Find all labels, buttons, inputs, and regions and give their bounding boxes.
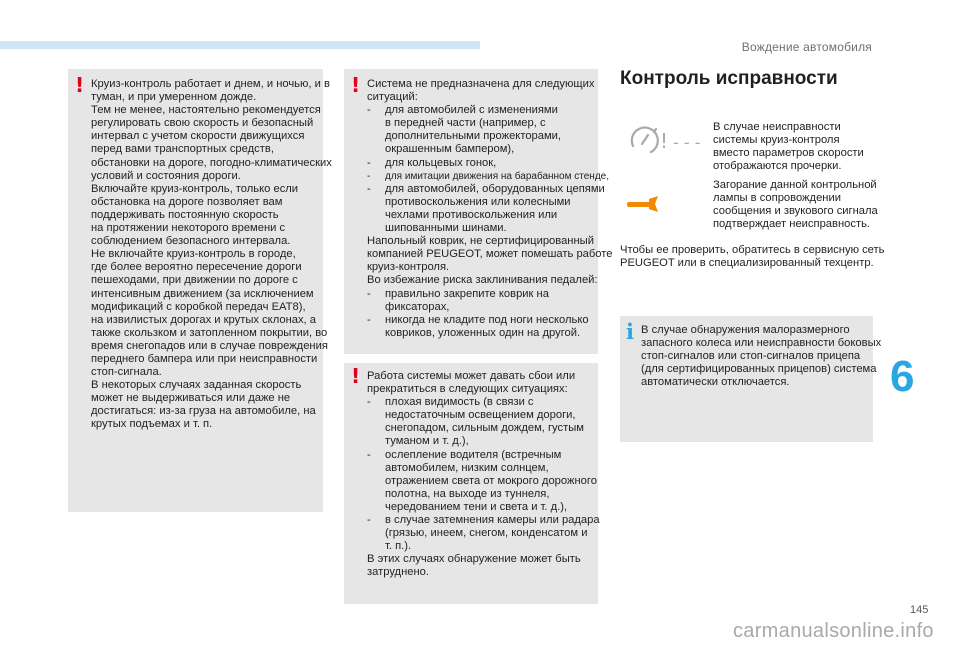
- bullet-line: [367, 314, 595, 327]
- text-line: [367, 78, 595, 91]
- line-text: для автомобилей с изменениями: [385, 104, 558, 117]
- warning-icon: !: [351, 364, 361, 388]
- line-text: правильно закрепите коврик на: [385, 287, 549, 300]
- text-line: [367, 91, 595, 104]
- text-line: Чтобы ее проверить, обратитесь в сервисную сеть: [620, 244, 885, 256]
- line-text: в передней части (например, с: [385, 117, 546, 130]
- line-text: ситуаций:: [367, 91, 418, 104]
- line-text: для имитации движения на барабанном стенде,: [385, 170, 609, 182]
- cruise-control-fault-display-icon: [627, 120, 707, 164]
- bullet-dash: -: [367, 514, 371, 527]
- page-number: 145: [910, 604, 929, 616]
- svg-text:!: !: [660, 129, 669, 153]
- text-line: [367, 475, 595, 488]
- chapter-number: 6: [890, 352, 915, 401]
- bullet-line: [367, 157, 595, 170]
- text-line: [367, 222, 595, 235]
- line-text: Система не предназначена для следующих: [367, 78, 595, 90]
- line-text: никогда не кладите под ноги несколько: [385, 313, 589, 326]
- bullet-line: [367, 288, 595, 301]
- bullet-line: [367, 104, 595, 117]
- line-text: окрашенным бампером),: [385, 143, 515, 156]
- text-line: стоп-сигналов или стоп-сигналов прицепа: [641, 350, 861, 363]
- bullet-dash: -: [367, 313, 371, 326]
- bullet-dash: -: [367, 104, 371, 117]
- left-warning-text: [91, 78, 332, 432]
- line-text: недостаточным освещением дороги,: [385, 409, 576, 422]
- line-text: туманом и т. д.),: [385, 435, 469, 448]
- bullet-dash: -: [367, 287, 371, 300]
- line-text: шипованными шинами.: [385, 222, 507, 235]
- text-line: [367, 327, 595, 340]
- text-line: [367, 553, 595, 566]
- bullet-line: [367, 396, 595, 409]
- section-header-title: Вождение автомобиля: [741, 40, 872, 54]
- text-line: также скользком и затопленном покрытии, во: [91, 326, 328, 339]
- text-line: обстановка на дороге позволяет вам: [91, 195, 283, 208]
- text-line: автоматически отключается.: [641, 376, 790, 389]
- text-line: пешеходами, при движении по дороге с: [91, 274, 298, 287]
- text-line: [367, 540, 595, 553]
- text-line: В случае обнаружения малоразмерного: [641, 324, 850, 336]
- line-text: чехлами противоскольжения или: [385, 208, 558, 221]
- text-line: [367, 370, 595, 383]
- bullet-dash: -: [367, 182, 371, 195]
- text-line: [367, 422, 595, 435]
- text-line: обстановки на дороге, погодно-климатических: [91, 156, 332, 169]
- text-line: [367, 117, 595, 130]
- text-line: [367, 501, 595, 514]
- text-line: регулировать свою скорость и безопасный: [91, 117, 314, 130]
- warning-icon: !: [351, 73, 361, 97]
- service-advice-text: [620, 244, 885, 270]
- text-line: может не выдерживаться или даже не: [91, 392, 291, 405]
- text-line: [367, 274, 598, 287]
- text-line: [367, 209, 595, 222]
- text-line: [367, 409, 595, 422]
- wrench-warning-icon: [625, 193, 661, 215]
- bullet-line: [367, 170, 609, 183]
- left-warning-panel: [68, 69, 332, 512]
- text-line: перед вами транспортных средств,: [91, 143, 274, 156]
- line-text: для кольцевых гонок,: [385, 156, 497, 169]
- line-text: затруднено.: [367, 566, 429, 579]
- display-dashes: - - -: [673, 133, 701, 152]
- text-line: [367, 196, 595, 209]
- line-text: ослепление водителя (встречным: [385, 448, 562, 461]
- text-line: переднего бампера или при неисправности: [91, 352, 318, 365]
- text-line: отображаются прочерки.: [713, 160, 842, 173]
- text-line: туман, и при умеренном дожде.: [91, 91, 257, 104]
- middle-bottom-warning-text: [367, 370, 600, 580]
- bullet-line: [367, 449, 595, 462]
- section-title: Контроль исправности: [620, 68, 838, 89]
- text-line: [367, 143, 595, 156]
- bullet-line: [367, 182, 605, 196]
- line-text: В этих случаях обнаружение может быть: [367, 553, 581, 566]
- text-line: В некоторых случаях заданная скорость: [91, 379, 302, 392]
- text-line: запасного колеса или неисправности боковых: [641, 337, 882, 350]
- line-text: чередованием тени и света и т. д.),: [385, 500, 568, 513]
- middle-top-warning-panel: [344, 69, 613, 354]
- line-text: автомобилем, низким солнцем,: [385, 461, 549, 474]
- text-line: [367, 301, 595, 314]
- text-line: Тем не менее, настоятельно рекомендуется: [91, 104, 321, 117]
- text-line: стоп-сигнала.: [91, 366, 162, 379]
- bullet-dash: -: [367, 396, 371, 409]
- fault-display-description: [713, 121, 883, 173]
- text-line: на протяжении некоторого времени с: [91, 222, 286, 235]
- line-text: Работа системы может давать сбои или: [367, 370, 576, 382]
- text-line: [367, 566, 595, 579]
- text-line: Круиз-контроль работает и днем, и ночью, и в: [91, 78, 330, 90]
- info-icon: i: [626, 319, 634, 344]
- line-text: дополнительными прожекторами,: [385, 130, 562, 143]
- text-line: подтверждает неисправность.: [713, 218, 871, 231]
- text-line: (для сертифицированных прицепов) система: [641, 363, 877, 376]
- info-text: [641, 324, 882, 389]
- text-line: интервал с учетом скорости движущихся: [91, 130, 305, 143]
- text-line: интенсивным движением (за исключением: [91, 287, 314, 300]
- line-text: полотна, на выходе из туннеля,: [385, 487, 550, 500]
- line-text: фиксаторах,: [385, 300, 450, 313]
- text-line: Загорание данной контрольной: [713, 179, 877, 191]
- line-text: плохая видимость (в связи с: [385, 396, 534, 409]
- bullet-line: [367, 514, 600, 527]
- line-text: отражением света от мокрого дорожного: [385, 474, 597, 487]
- text-line: поддерживать постоянную скорость: [91, 208, 279, 221]
- middle-bottom-warning-panel: [344, 363, 598, 604]
- warning-lamp-description: [713, 179, 883, 231]
- text-line: В случае неисправности: [713, 121, 841, 133]
- text-line: сообщения и звукового сигнала: [713, 205, 878, 218]
- text-line: [367, 130, 595, 143]
- bullet-dash: -: [367, 448, 371, 461]
- line-text: Во избежание риска заклинивания педалей:: [367, 274, 598, 287]
- text-line: [367, 435, 595, 448]
- text-line: [367, 248, 613, 261]
- text-line: условий и состояния дороги.: [91, 169, 241, 182]
- line-text: (грязью, инеем, снегом, конденсатом и: [385, 527, 588, 540]
- text-line: системы круиз-контроля: [713, 134, 840, 147]
- text-line: PEUGEOT или в специализированный техцентр.: [620, 257, 874, 270]
- text-line: где более вероятно пересечение дороги: [91, 261, 302, 274]
- text-line: модификаций с коробкой передач EAT8),: [91, 300, 306, 313]
- text-line: [367, 261, 595, 274]
- line-text: для автомобилей, оборудованных цепями: [385, 182, 605, 195]
- warning-icon: !: [75, 73, 85, 97]
- text-line: [367, 235, 595, 248]
- text-line: время снегопадов или в случае повреждения: [91, 339, 328, 352]
- watermark: carmanualsonline.info: [733, 620, 934, 642]
- text-line: Не включайте круиз-контроль в городе,: [91, 248, 296, 261]
- line-text: прекратиться в следующих ситуациях:: [367, 383, 568, 396]
- line-text: снегопадом, сильным дождем, густым: [385, 422, 584, 435]
- text-line: достигаться: из-за груза на автомобиле, на: [91, 405, 316, 418]
- text-line: [367, 488, 595, 501]
- text-line: соблюдением безопасного интервала.: [91, 235, 291, 248]
- header-bar: [0, 41, 480, 49]
- line-text: противоскольжения или колесными: [385, 195, 571, 208]
- text-line: Включайте круиз-контроль, только если: [91, 182, 299, 195]
- text-line: [367, 383, 595, 396]
- text-line: на извилистых дорогах и крутых склонах, а: [91, 313, 317, 326]
- bullet-dash: -: [367, 156, 371, 169]
- text-line: лампы в сопровождении: [713, 192, 841, 205]
- text-line: вместо параметров скорости: [713, 147, 864, 160]
- text-line: крутых подъемах и т. п.: [91, 418, 213, 431]
- text-line: [367, 462, 595, 475]
- line-text: Напольный коврик, не сертифицированный: [367, 235, 594, 248]
- bullet-dash: -: [367, 170, 371, 182]
- line-text: в случае затемнения камеры или радара: [385, 514, 600, 527]
- line-text: компанией PEUGEOT, может помешать работе: [367, 248, 613, 261]
- line-text: круиз-контроля.: [367, 261, 450, 274]
- middle-top-warning-text: [367, 78, 613, 340]
- line-text: ковриков, уложенных один на другой.: [385, 326, 581, 339]
- info-panel: [620, 316, 882, 442]
- text-line: [367, 527, 595, 540]
- line-text: т. п.).: [385, 540, 412, 553]
